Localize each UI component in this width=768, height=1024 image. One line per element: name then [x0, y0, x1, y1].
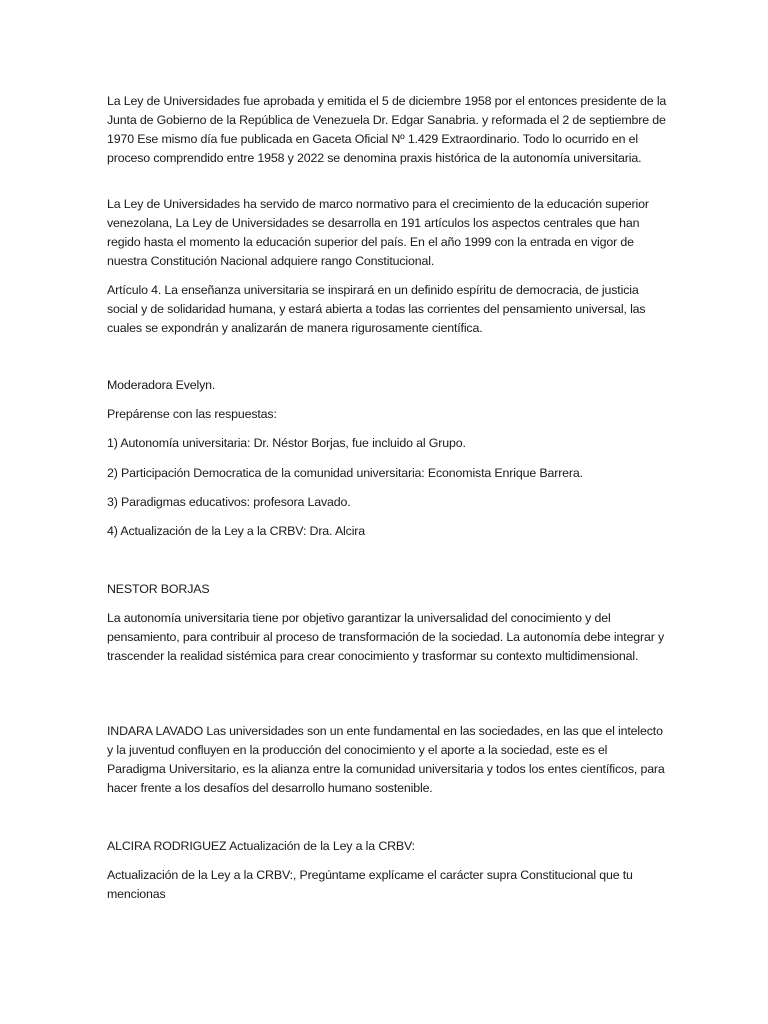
paragraph-lavado: INDARA LAVADO Las universidades son un ente fundamental en las sociedades, en las que el intelecto y la juventud confluyen en la producción del conocimiento y el aporte a la sociedad, este es el Paradigma Universitario, es la alianza entre la comunidad universitaria y todos los entes científicos, para hacer frente a los desafíos del desarrollo humano sostenible.	[107, 724, 665, 795]
paragraph-marco-normativo: La Ley de Universidades ha servido de marco normativo para el crecimiento de la educación superior venezolana, La Ley de Universidades se desarrolla en 191 artículos los aspectos centrales que han regido hasta el momento la educación superior del país. En el año 1999 con la entrada en vigor de nuestra Constitución Nacional adquiere rango Constitucional.	[107, 197, 649, 268]
moderator-line: Moderadora Evelyn.	[107, 378, 216, 392]
list-item-paradigmas: 3) Paradigmas educativos: profesora Lavado.	[107, 495, 351, 509]
list-item-actualizacion: 4) Actualización de la Ley a la CRBV: Dra. Alcira	[107, 524, 366, 538]
heading-alcira-rodriguez: ALCIRA RODRIGUEZ Actualización de la Ley a la CRBV:	[107, 839, 415, 853]
list-item-participacion: 2) Participación Democratica de la comunidad universitaria: Economista Enrique Barrera.	[107, 466, 583, 480]
paragraph-alcira: Actualización de la Ley a la CRBV:, Pregúntame explícame el carácter supra Constitucional que tu mencionas	[107, 868, 633, 901]
list-item-autonomia: 1) Autonomía universitaria: Dr. Néstor Borjas, fue incluido al Grupo.	[107, 436, 466, 450]
prompt-line: Prepárense con las respuestas:	[107, 407, 277, 421]
paragraph-ley-aprobada: La Ley de Universidades fue aprobada y emitida el 5 de diciembre 1958 por el entonces presidente de la Junta de Gobierno de la República de Venezuela Dr. Edgar Sanabria. y reformada el 2 de septiembre de 1970 Ese mismo día fue publicada en Gaceta Oficial Nº 1.429 Extraordinario. Todo lo ocurrido en el proceso comprendido entre 1958 y 2022 se denomina praxis histórica de la autonomía universitaria.	[107, 94, 667, 165]
heading-nestor-borjas: NESTOR BORJAS	[107, 582, 210, 596]
paragraph-articulo-4: Artículo 4. La enseñanza universitaria se inspirará en un definido espíritu de democracia, de justicia social y de solidaridad humana, y estará abierta a todas las corrientes del pensamiento universal, las cuales se expondrán y analizarán de manera rigurosamente científica.	[107, 283, 646, 335]
paragraph-borjas: La autonomía universitaria tiene por objetivo garantizar la universalidad del conocimiento y del pensamiento, para contribuir al proceso de transformación de la sociedad. La autonomía debe integrar y trascender la realidad sistémica para crear conocimiento y trasformar su contexto multidimensional.	[107, 611, 665, 663]
